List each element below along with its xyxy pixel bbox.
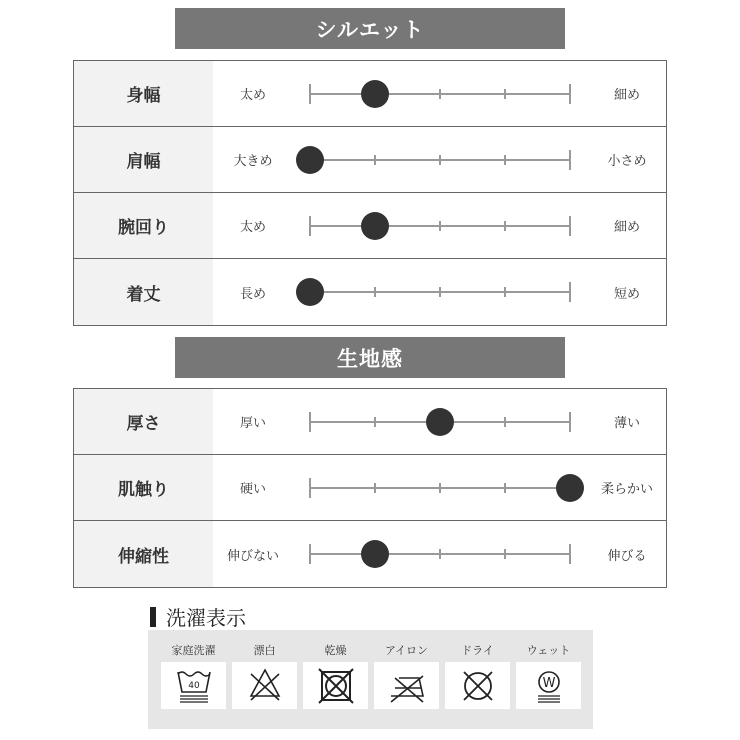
rating-row <box>74 521 666 587</box>
scale-tick <box>374 417 376 427</box>
scale-right-label: 薄い <box>613 416 640 431</box>
washing-title <box>150 602 246 631</box>
scale-tick <box>374 287 376 297</box>
scale-tick <box>569 84 571 104</box>
scale-right-label: 小さめ <box>607 154 647 169</box>
washing-symbol <box>161 640 226 709</box>
row-label: 厚さ <box>74 389 213 454</box>
washing-title-text: 洗濯表示 <box>166 606 246 630</box>
scale-left-label: 大きめ <box>233 154 273 169</box>
rating-marker <box>296 146 324 174</box>
rating-row <box>74 455 666 521</box>
washing-symbol-label: 漂白 <box>253 644 276 657</box>
scale-tick <box>569 216 571 236</box>
scale-tick <box>439 483 441 493</box>
scale-tick <box>439 155 441 165</box>
scale-tick <box>504 483 506 493</box>
rating-scale <box>310 159 570 161</box>
scale-tick <box>309 544 311 564</box>
scale-tick <box>374 483 376 493</box>
rating-scale <box>310 93 570 95</box>
wash-40-icon <box>170 664 218 708</box>
rating-marker <box>296 278 324 306</box>
scale-tick <box>309 412 311 432</box>
row-label: 腕回り <box>74 193 213 258</box>
svg-text:W: W <box>542 675 555 691</box>
scale-right-label: 細め <box>613 220 640 235</box>
washing-symbol-label: 家庭洗濯 <box>171 644 216 657</box>
scale-left-label: 伸びない <box>226 548 279 564</box>
row-label: 肩幅 <box>74 127 213 192</box>
scale-left-label: 太め <box>239 88 266 103</box>
scale-right-label: 短め <box>613 286 640 302</box>
scale-tick <box>374 155 376 165</box>
no-tumble-dry-icon <box>312 664 360 708</box>
washing-symbol <box>232 640 297 709</box>
rating-row <box>74 389 666 455</box>
scale-tick <box>569 544 571 564</box>
title-bar <box>150 607 156 627</box>
silhouette-header: シルエット <box>175 8 565 49</box>
scale-right-label: 伸びる <box>607 548 647 564</box>
row-label: 伸縮性 <box>74 521 213 587</box>
washing-symbol-label: アイロン <box>384 644 428 657</box>
row-label: 肌触り <box>74 455 213 520</box>
scale-left-label: 厚い <box>239 416 266 431</box>
scale-left-label: 長め <box>239 286 266 302</box>
scale-tick <box>309 478 311 498</box>
rating-scale <box>310 487 570 489</box>
scale-tick <box>504 89 506 99</box>
scale-tick <box>504 221 506 231</box>
row-label: 着丈 <box>74 259 213 325</box>
rating-marker <box>361 212 389 240</box>
rating-row <box>74 61 666 127</box>
rating-scale <box>310 421 570 423</box>
fabric-table <box>73 388 667 588</box>
washing-symbol <box>374 640 439 709</box>
washing-symbol <box>516 640 581 709</box>
scale-right-label: 柔らかい <box>600 482 653 497</box>
scale-tick <box>439 287 441 297</box>
fabric-header: 生地感 <box>175 337 565 378</box>
rating-scale <box>310 291 570 293</box>
washing-symbol <box>303 640 368 709</box>
no-bleach-icon <box>241 664 289 708</box>
scale-tick <box>439 89 441 99</box>
scale-tick <box>504 287 506 297</box>
svg-text:40: 40 <box>187 680 200 691</box>
rating-marker <box>361 80 389 108</box>
scale-tick <box>504 417 506 427</box>
silhouette-table <box>73 60 667 326</box>
washing-symbols-panel <box>148 630 593 729</box>
washing-symbol-label: 乾燥 <box>324 644 347 657</box>
rating-scale <box>310 225 570 227</box>
scale-tick <box>504 549 506 559</box>
wet-clean-icon <box>525 664 573 708</box>
no-iron-icon <box>383 664 431 708</box>
rating-marker <box>361 540 389 568</box>
scale-tick <box>569 412 571 432</box>
scale-tick <box>439 221 441 231</box>
washing-symbol-label: ウェット <box>526 644 571 657</box>
rating-marker <box>556 474 584 502</box>
rating-row <box>74 259 666 325</box>
rating-scale <box>310 553 570 555</box>
washing-symbol <box>445 640 510 709</box>
scale-tick <box>439 549 441 559</box>
scale-tick <box>309 84 311 104</box>
scale-tick <box>569 282 571 302</box>
row-label: 身幅 <box>74 61 213 126</box>
rating-marker <box>426 408 454 436</box>
scale-left-label: 硬い <box>239 482 266 497</box>
rating-row <box>74 193 666 259</box>
scale-tick <box>569 150 571 170</box>
scale-tick <box>504 155 506 165</box>
scale-right-label: 細め <box>613 88 640 103</box>
no-dry-clean-icon <box>454 664 502 708</box>
washing-symbol-label: ドライ <box>461 644 494 657</box>
scale-left-label: 太め <box>239 220 266 235</box>
rating-row <box>74 127 666 193</box>
scale-tick <box>309 216 311 236</box>
